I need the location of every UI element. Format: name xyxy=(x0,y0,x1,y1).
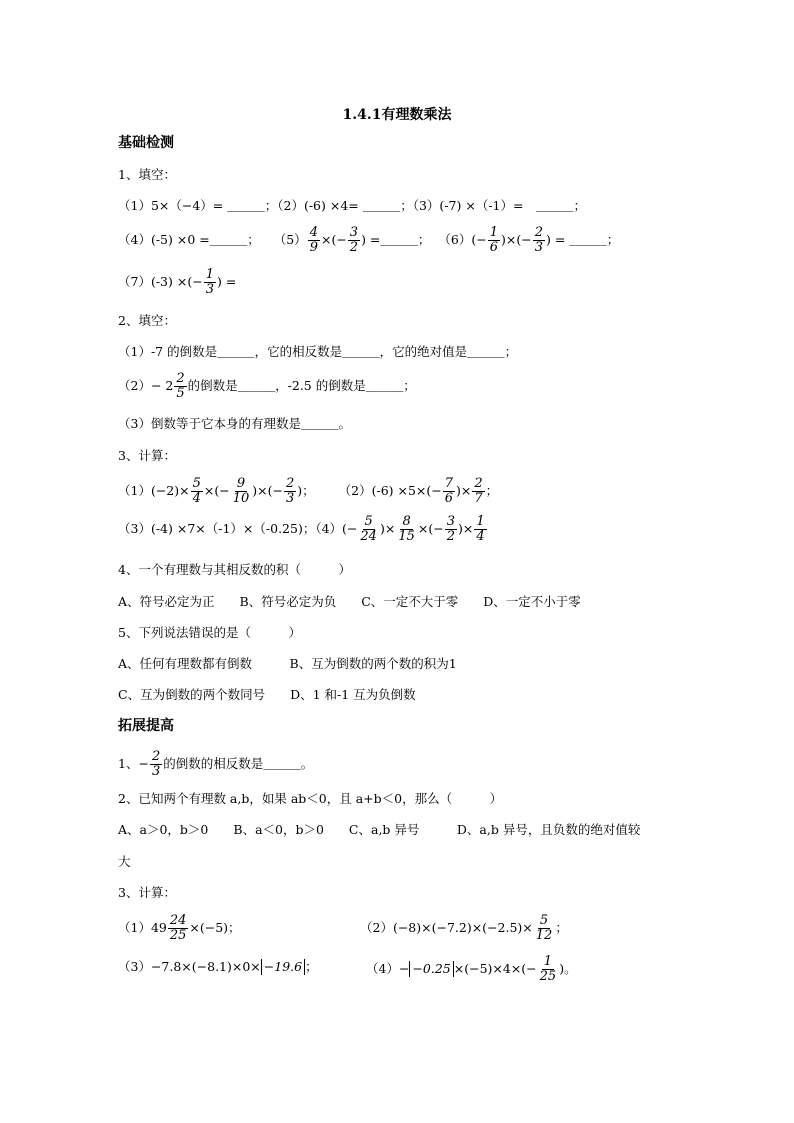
fraction: $\frac{7}{6}$ xyxy=(444,476,454,506)
fraction: $\frac{1}{4}$ xyxy=(476,514,485,544)
q5-stem: 5、下列说法错误的是（ ） xyxy=(118,625,301,640)
absolute-value: −0.25 xyxy=(409,961,453,977)
ext-q3-3: （3）−7.8×(−8.1)×0× −19.6 ； xyxy=(118,959,318,974)
fraction: $\frac{3}{2}$ xyxy=(446,514,455,544)
q2-line1: （1）-7 的倒数是＿＿＿，它的相反数是＿＿＿，它的绝对值是＿＿＿； xyxy=(118,344,518,359)
q2-label: 2、填空： xyxy=(118,313,176,328)
ext-q2-stem: 2、已知两个有理数 a,b，如果 ab＜0，且 a+b＜0，那么（ ） xyxy=(118,791,503,806)
fraction: $\frac{2}{3}$ xyxy=(151,749,161,779)
absolute-value: −19.6 xyxy=(261,959,305,975)
q3-label: 3、计算： xyxy=(118,448,176,463)
ext-q3-1: （1）49 $\frac{24}{25}$ ×(−5)； xyxy=(118,913,241,943)
ext-q1: 1、− $\frac{2}{3}$ 的倒数的相反数是＿＿＿。 xyxy=(118,749,314,779)
fraction: $\frac{2}{5}$ xyxy=(176,371,185,401)
fraction: $\frac{1}{3}$ xyxy=(205,267,214,297)
section-heading-extend: 拓展提高 xyxy=(118,718,174,734)
fraction: $\frac{5}{12}$ xyxy=(535,913,553,943)
q1-line1: （1）5×（−4）= ＿＿＿；（2）(-6) ×4= ＿＿＿；（3）(-7) ×（-1）= ＿＿＿； xyxy=(118,198,586,213)
q4-options: A、符号必定为正 B、符号必定为负 C、一定不大于零 D、一定不小于零 xyxy=(118,594,581,609)
fraction: $\frac{4}{9}$ xyxy=(309,225,318,255)
q4-stem: 4、一个有理数与其相反数的积（ ） xyxy=(118,562,351,577)
q1-line3: （7）(-3) ×(− $\frac{1}{3}$ ) = xyxy=(118,267,237,297)
fraction: $\frac{5}{24}$ xyxy=(360,514,377,544)
q1-label: 1、填空： xyxy=(118,167,176,182)
fraction: $\frac{1}{6}$ xyxy=(489,225,498,255)
fraction: $\frac{1}{25}$ xyxy=(539,954,557,984)
fraction: $\frac{3}{2}$ xyxy=(349,225,359,255)
ext-q3-2: （2）(−8)×(−7.2)×(−2.5)× $\frac{5}{12}$ ； xyxy=(360,913,568,943)
q2-line3: （3）倒数等于它本身的有理数是＿＿＿。 xyxy=(118,416,351,431)
q3-line1: （1）(−2)× $\frac{5}{4}$ ×(− $\frac{9}{10}$ )×(− $\frac{2}{3}$ )； （2）(-6) ×5×(− $\frac{7}{6}$ )× $\frac{2}{7}$ ； xyxy=(118,476,499,506)
q5-options-ab: A、任何有理数都有倒数 B、互为倒数的两个数的积为1 xyxy=(118,656,457,671)
q5-options-cd: C、互为倒数的两个数同号 D、1 和-1 互为负倒数 xyxy=(118,687,416,702)
fraction: $\frac{2}{7}$ xyxy=(474,476,483,506)
fraction: $\frac{2}{3}$ xyxy=(534,225,543,255)
q1-line2: （4）(-5) ×0 =＿＿＿； （5） $\frac{4}{9}$ ×(− $\frac{3}{2}$ ) =＿＿＿； （6）(− $\frac{1}{6}$ )×(− $\frac{2}{3}$ ) = ＿＿＿； xyxy=(118,225,620,255)
ext-q2-continuation: 大 xyxy=(118,854,131,869)
ext-q3-4: （4）− −0.25 ×(−5)×4×(− $\frac{1}{25}$ )。 xyxy=(366,954,577,984)
fraction: $\frac{24}{25}$ xyxy=(169,913,187,943)
fraction: $\frac{5}{4}$ xyxy=(192,476,201,506)
q2-line2: （2）− 2 $\frac{2}{5}$ 的倒数是＿＿＿，-2.5 的倒数是＿＿＿； xyxy=(118,371,416,401)
page-title: 1.4.1有理数乘法 xyxy=(342,107,452,123)
section-heading-basic: 基础检测 xyxy=(118,135,174,151)
fraction: $\frac{2}{3}$ xyxy=(285,476,295,506)
fraction: $\frac{9}{10}$ xyxy=(232,476,250,506)
ext-q3-label: 3、计算： xyxy=(118,885,176,900)
ext-q2-options: A、a＞0，b＞0 B、a＜0，b＞0 C、a,b 异号 D、a,b 异号，且负数的绝对值较 xyxy=(118,822,641,837)
fraction: $\frac{8}{15}$ xyxy=(398,514,415,544)
q3-line2: （3）(-4) ×7×（-1）×（-0.25)；（4）(− $\frac{5}{24}$ )× $\frac{8}{15}$ ×(− $\frac{3}{2}$ )× $\frac{1}{4}$ xyxy=(118,514,485,544)
